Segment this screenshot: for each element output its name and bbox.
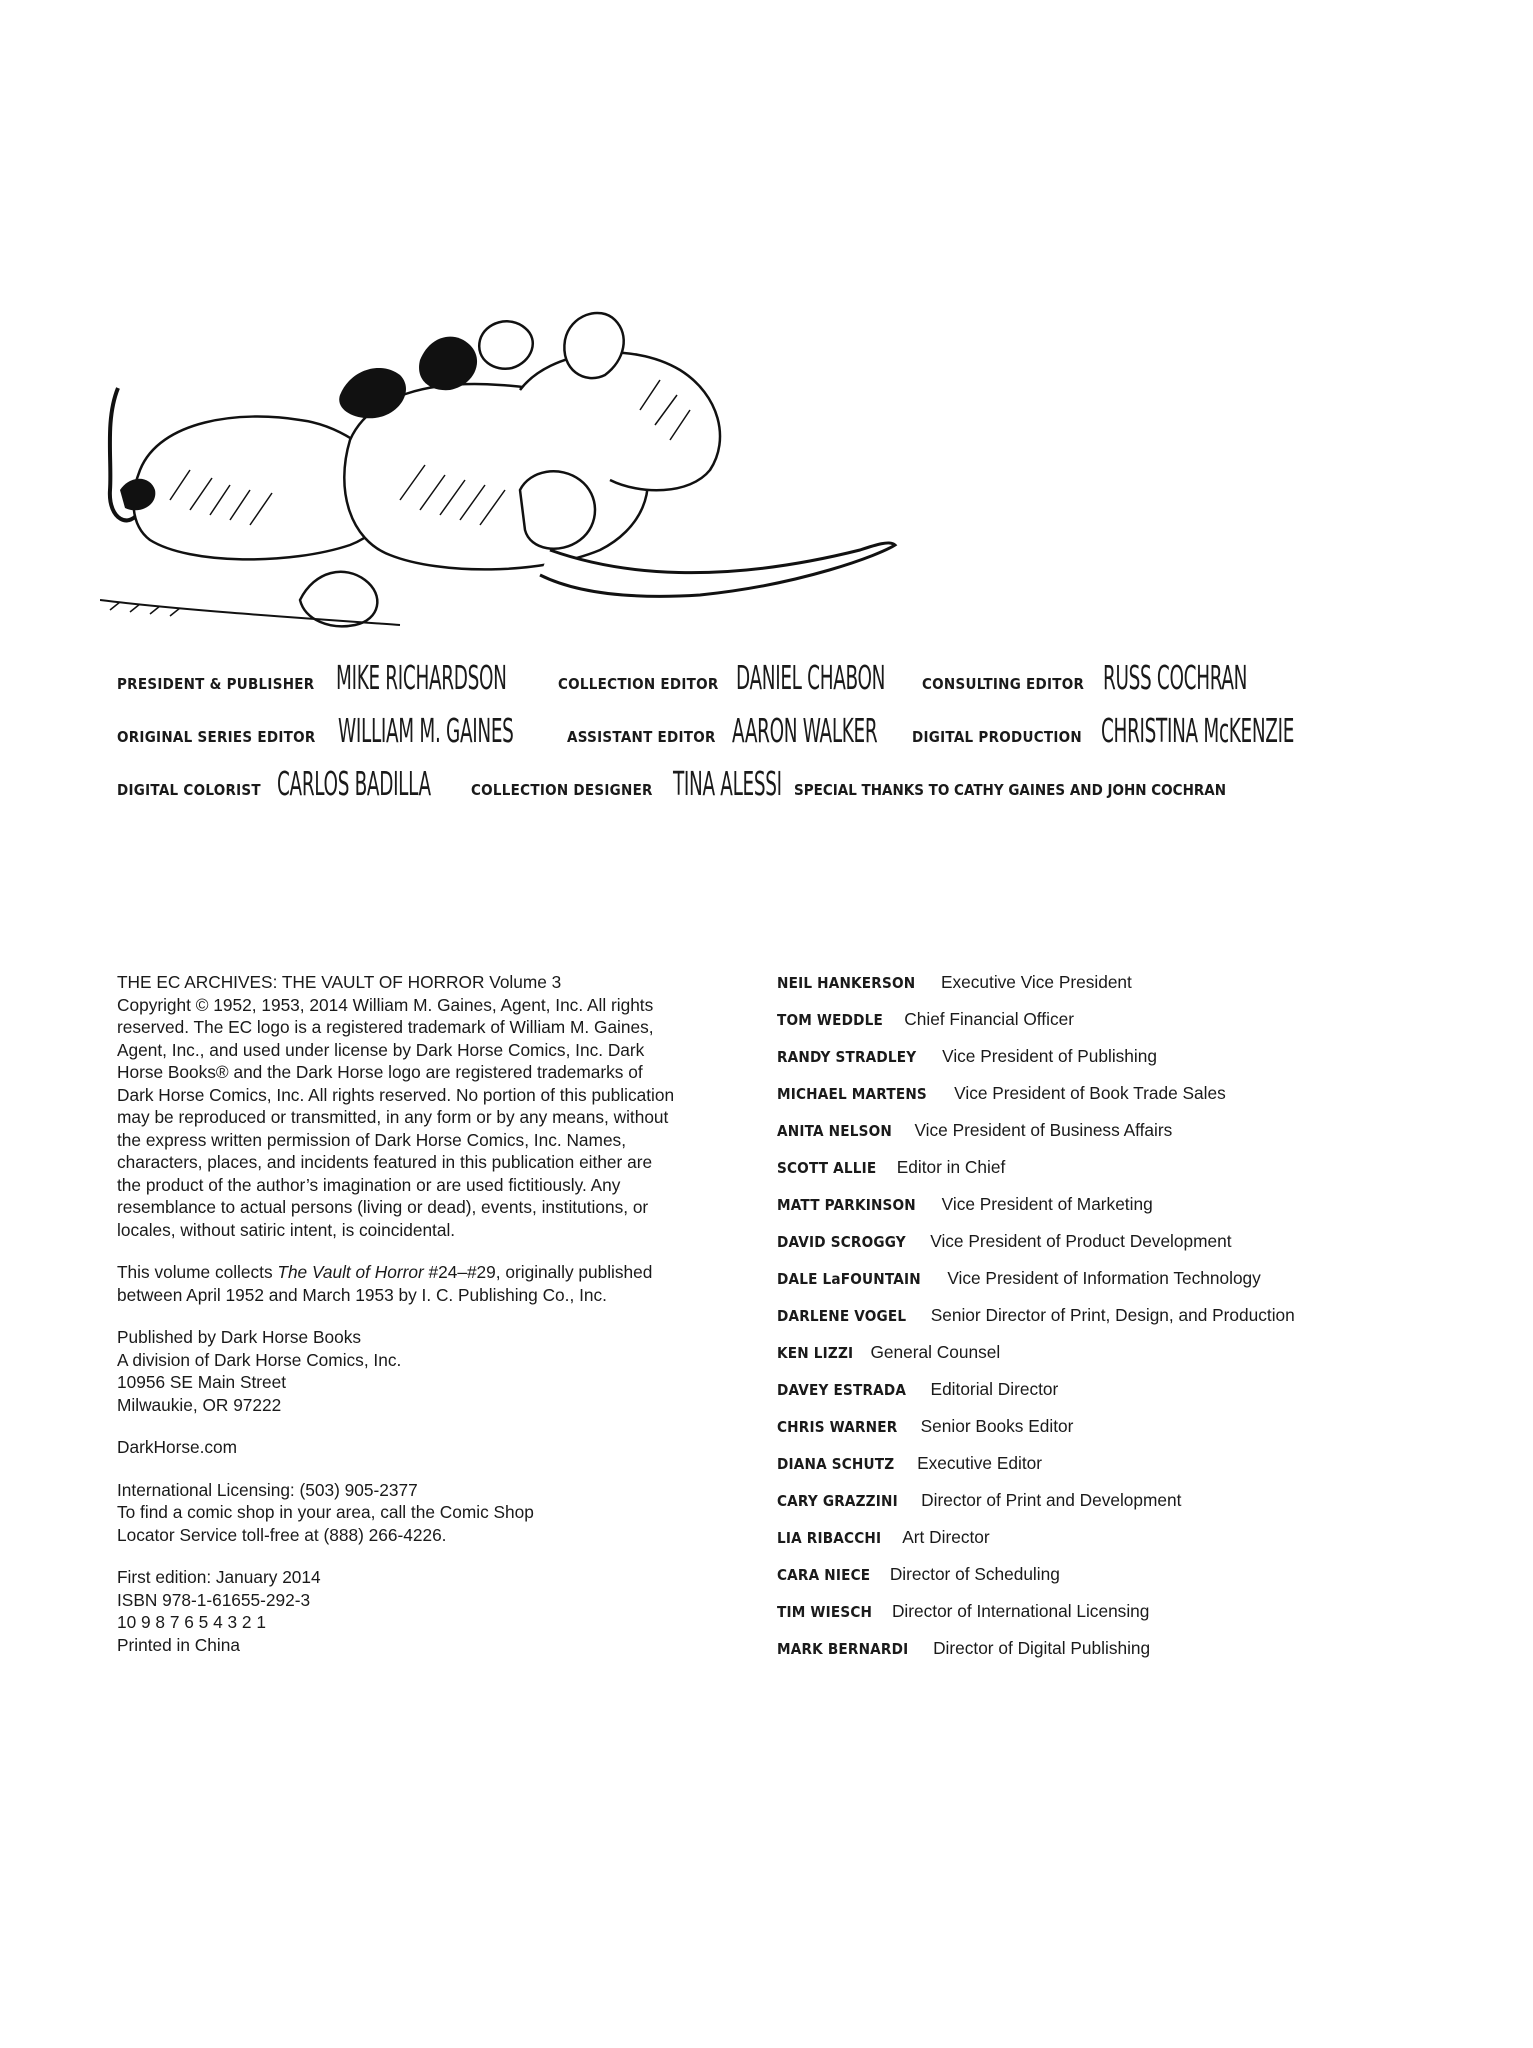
publisher-line: Published by Dark Horse Books (117, 1327, 361, 1347)
copyright-line: locales, without satiric intent, is coincidental. (117, 1219, 456, 1240)
copyright-line: resemblance to actual persons (living or dead), events, institutions, or (117, 1197, 649, 1217)
credit-item (117, 764, 443, 803)
licensing-line: To find a comic shop in your area, call the Comic Shop (117, 1502, 534, 1522)
credits-row-2 (117, 711, 1437, 764)
staff-name: TOM WEDDLE (777, 1011, 883, 1029)
staff-name: DAVID SCROGGY (777, 1233, 906, 1251)
edition-line: First edition: January 2014 (117, 1567, 321, 1587)
staff-row (777, 1490, 1477, 1527)
credit-name: CARLOS BADILLA (276, 764, 431, 803)
staff-row (777, 1231, 1477, 1268)
staff-title: Editorial Director (930, 1379, 1059, 1399)
staff-name: ANITA NELSON (777, 1122, 892, 1140)
staff-row (777, 1564, 1477, 1601)
credit-name: WILLIAM M. GAINES (337, 711, 514, 750)
staff-name: LIA RIBACCHI (777, 1529, 882, 1547)
credit-role: DIGITAL PRODUCTION (912, 728, 1083, 746)
staff-name: NEIL HANKERSON (777, 974, 916, 992)
copyright-line: Horse Books® and the Dark Horse logo are registered trademarks of (117, 1062, 643, 1082)
collects-line (117, 1261, 727, 1284)
collects-prefix: This volume collects (117, 1262, 278, 1282)
staff-title: Director of International Licensing (891, 1601, 1150, 1621)
credit-item (922, 658, 1253, 697)
staff-title: Chief Financial Officer (904, 1009, 1074, 1029)
licensing-paragraph (117, 1479, 727, 1547)
staff-title: Vice President of Publishing (942, 1046, 1157, 1066)
credit-item (117, 711, 539, 750)
credit-role: PRESIDENT & PUBLISHER (117, 675, 315, 693)
staff-title: Senior Director of Print, Design, and Production (930, 1305, 1295, 1325)
credits-row-1 (117, 658, 1437, 711)
copyright-line: Copyright © 1952, 1953, 2014 William M. Gaines, Agent, Inc. All rights (117, 994, 654, 1015)
staff-title: Director of Print and Development (921, 1490, 1182, 1510)
staff-name: MATT PARKINSON (777, 1196, 916, 1214)
licensing-line: International Licensing: (503) 905-2377 (117, 1479, 418, 1500)
copyright-line: the product of the author’s imagination or are used fictitiously. Any (117, 1174, 621, 1195)
staff-row (777, 1083, 1477, 1120)
credit-item (558, 658, 895, 697)
staff-row (777, 1379, 1477, 1416)
staff-row (777, 1268, 1477, 1305)
collects-title: The Vault of Horror (277, 1262, 424, 1282)
credit-role: COLLECTION EDITOR (557, 675, 719, 693)
staff-name: SCOTT ALLIE (777, 1159, 877, 1177)
credit-item (912, 711, 1330, 750)
staff-title: Executive Vice President (941, 972, 1132, 992)
credit-role: ASSISTANT EDITOR (566, 728, 716, 746)
staff-name: CARY GRAZZINI (777, 1492, 898, 1510)
staff-row (777, 1157, 1477, 1194)
staff-name: MICHAEL MARTENS (777, 1085, 927, 1103)
staff-title: Director of Digital Publishing (933, 1638, 1151, 1658)
credits-row-3 (117, 764, 1437, 817)
staff-row (777, 1009, 1477, 1046)
edition-paragraph (117, 1566, 727, 1656)
credit-role: DIGITAL COLORIST (117, 781, 261, 799)
staff-name: CHRIS WARNER (777, 1418, 898, 1436)
staff-title: General Counsel (870, 1342, 1001, 1362)
credit-name: MIKE RICHARDSON (336, 658, 508, 697)
credit-name: TINA ALESSI (672, 764, 782, 803)
staff-name: DAVEY ESTRADA (777, 1381, 907, 1399)
staff-name: RANDY STRADLEY (777, 1048, 917, 1066)
printed-in: Printed in China (117, 1634, 240, 1655)
staff-row (777, 1342, 1477, 1379)
staff-name: TIM WIESCH (777, 1603, 873, 1621)
staff-title: Executive Editor (917, 1453, 1042, 1473)
copyright-line: reserved. The EC logo is a registered trademark of William M. Gaines, (117, 1017, 654, 1037)
publisher-address (117, 1326, 727, 1416)
collects-suffix: #24–#29, originally published (423, 1262, 653, 1282)
staff-row (777, 1601, 1477, 1638)
staff-title: Vice President of Business Affairs (914, 1120, 1173, 1140)
legal-indicia (117, 971, 727, 1676)
publisher-line: A division of Dark Horse Comics, Inc. (117, 1349, 402, 1370)
staff-title: Art Director (902, 1527, 990, 1547)
staff-list (777, 972, 1477, 1675)
credit-name: DANIEL CHABON (735, 658, 886, 697)
copyright-line: Dark Horse Comics, Inc. All rights reserved. No portion of this publication (117, 1084, 675, 1105)
staff-row (777, 1453, 1477, 1490)
rats-illustration (100, 300, 900, 640)
staff-row (777, 1120, 1477, 1157)
licensing-line: Locator Service toll-free at (888) 266-4226. (117, 1524, 447, 1545)
credit-name: CHRISTINA McKENZIE (1101, 711, 1295, 750)
staff-title: Senior Books Editor (920, 1416, 1074, 1436)
staff-title: Vice President of Book Trade Sales (954, 1083, 1226, 1103)
staff-row (777, 1416, 1477, 1453)
copyright-line: the express written permission of Dark Horse Comics, Inc. Names, (117, 1129, 626, 1150)
staff-name: DIANA SCHUTZ (777, 1455, 895, 1473)
staff-row (777, 1305, 1477, 1342)
credit-item (470, 764, 782, 803)
isbn: ISBN 978-1-61655-292-3 (117, 1589, 311, 1610)
printing-line: 10 9 8 7 6 5 4 3 2 1 (117, 1612, 266, 1632)
credits (117, 658, 1437, 817)
credit-name: AARON WALKER (731, 711, 878, 750)
collects-line-2: between April 1952 and March 1953 by I. C. Publishing Co., Inc. (117, 1284, 607, 1305)
website-paragraph (117, 1436, 727, 1459)
staff-title: Vice President of Information Technology (947, 1268, 1261, 1288)
copyright-line: may be reproduced or transmitted, in any form or by any means, without (117, 1107, 669, 1127)
credit-item (567, 711, 885, 750)
staff-name: KEN LIZZI (777, 1344, 854, 1362)
staff-row (777, 1046, 1477, 1083)
copyright-line: Agent, Inc., and used under license by Dark Horse Comics, Inc. Dark (117, 1039, 645, 1060)
publisher-line: 10956 SE Main Street (117, 1372, 287, 1392)
credit-name: RUSS COCHRAN (1102, 658, 1247, 697)
copyright-line: THE EC ARCHIVES: THE VAULT OF HORROR Volume 3 (117, 972, 562, 992)
staff-row (777, 972, 1477, 1009)
staff-name: DARLENE VOGEL (777, 1307, 907, 1325)
staff-name: CARA NIECE (777, 1566, 871, 1584)
copyright-line: characters, places, and incidents featured in this publication either are (117, 1152, 653, 1172)
staff-row (777, 1638, 1477, 1675)
staff-title: Editor in Chief (896, 1157, 1006, 1177)
credit-role: COLLECTION DESIGNER (470, 781, 653, 799)
staff-title: Director of Scheduling (889, 1564, 1060, 1584)
staff-title: Vice President of Marketing (941, 1194, 1153, 1214)
website: DarkHorse.com (117, 1437, 238, 1457)
collects-paragraph (117, 1261, 727, 1306)
publisher-line: Milwaukie, OR 97222 (117, 1394, 282, 1415)
staff-name: MARK BERNARDI (777, 1640, 909, 1658)
staff-row (777, 1194, 1477, 1231)
credit-role: ORIGINAL SERIES EDITOR (117, 728, 316, 746)
staff-row (777, 1527, 1477, 1564)
copyright-paragraph (117, 971, 727, 1241)
staff-name: DALE LaFOUNTAIN (777, 1270, 921, 1288)
credit-role: CONSULTING EDITOR (922, 675, 1085, 693)
special-thanks: SPECIAL THANKS TO CATHY GAINES AND JOHN COCHRAN (794, 781, 1227, 799)
staff-title: Vice President of Product Development (930, 1231, 1232, 1251)
credit-item (117, 658, 530, 697)
